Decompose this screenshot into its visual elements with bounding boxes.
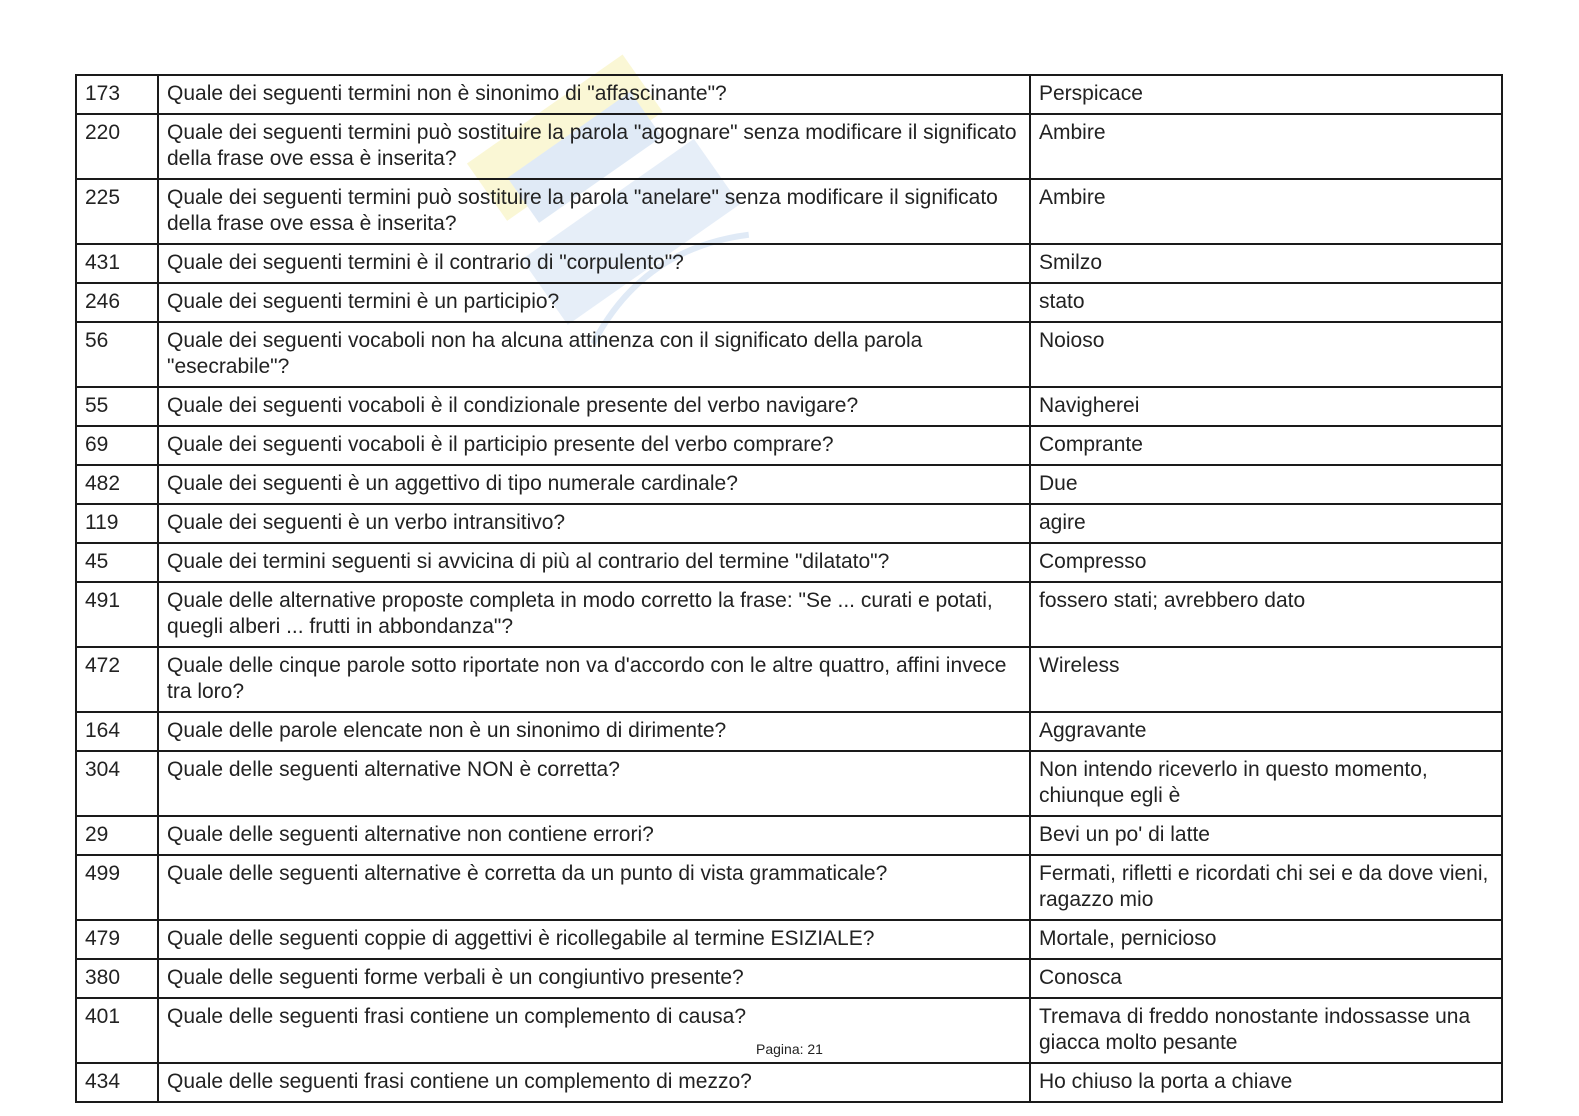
answer-text: Fermati, rifletti e ricordati chi sei e da dove vieni, ragazzo mio xyxy=(1030,855,1502,920)
table-row xyxy=(76,920,1502,959)
table-row xyxy=(76,959,1502,998)
question-text: Quale dei seguenti vocaboli è il participio presente del verbo comprare? xyxy=(158,426,1030,465)
page-number: Pagina: 21 xyxy=(756,1041,823,1057)
question-id: 472 xyxy=(76,647,158,712)
question-text: Quale dei seguenti vocaboli non ha alcuna attinenza con il significato della parola "esecrabile"? xyxy=(158,322,1030,387)
question-text: Quale delle seguenti alternative NON è corretta? xyxy=(158,751,1030,816)
question-text: Quale delle parole elencate non è un sinonimo di dirimente? xyxy=(158,712,1030,751)
question-text: Quale delle seguenti frasi contiene un complemento di mezzo? xyxy=(158,1063,1030,1102)
question-id: 246 xyxy=(76,283,158,322)
question-text: Quale delle seguenti coppie di aggettivi è ricollegabile al termine ESIZIALE? xyxy=(158,920,1030,959)
question-id: 491 xyxy=(76,582,158,647)
answer-text: Noioso xyxy=(1030,322,1502,387)
table-row xyxy=(76,244,1502,283)
question-text: Quale dei termini seguenti si avvicina di più al contrario del termine "dilatato"? xyxy=(158,543,1030,582)
table-row xyxy=(76,179,1502,244)
table-row xyxy=(76,816,1502,855)
table-row xyxy=(76,114,1502,179)
qa-table xyxy=(75,74,1503,1103)
answer-text: Smilzo xyxy=(1030,244,1502,283)
answer-text: Ambire xyxy=(1030,114,1502,179)
question-text: Quale delle alternative proposte completa in modo corretto la frase: "Se ... curati e potati, quegli alberi ... frutti in abbondanza"? xyxy=(158,582,1030,647)
question-id: 173 xyxy=(76,75,158,114)
question-id: 69 xyxy=(76,426,158,465)
table-row xyxy=(76,712,1502,751)
question-id: 304 xyxy=(76,751,158,816)
answer-text: stato xyxy=(1030,283,1502,322)
table-row xyxy=(76,426,1502,465)
table-row xyxy=(76,504,1502,543)
table-row xyxy=(76,322,1502,387)
question-text: Quale delle seguenti frasi contiene un complemento di causa? xyxy=(158,998,1030,1063)
question-text: Quale dei seguenti è un verbo intransitivo? xyxy=(158,504,1030,543)
question-text: Quale delle seguenti forme verbali è un congiuntivo presente? xyxy=(158,959,1030,998)
question-text: Quale delle seguenti alternative non contiene errori? xyxy=(158,816,1030,855)
question-text: Quale dei seguenti termini può sostituire la parola "anelare" senza modificare il significato della frase ove essa è inserita? xyxy=(158,179,1030,244)
question-text: Quale dei seguenti termini è un participio? xyxy=(158,283,1030,322)
question-text: Quale dei seguenti vocaboli è il condizionale presente del verbo navigare? xyxy=(158,387,1030,426)
table-row xyxy=(76,75,1502,114)
table-row xyxy=(76,283,1502,322)
table-row xyxy=(76,582,1502,647)
answer-text: Wireless xyxy=(1030,647,1502,712)
answer-text: Comprante xyxy=(1030,426,1502,465)
question-id: 55 xyxy=(76,387,158,426)
question-text: Quale dei seguenti termini non è sinonimo di "affascinante"? xyxy=(158,75,1030,114)
table-row xyxy=(76,1063,1502,1102)
table-row xyxy=(76,855,1502,920)
question-id: 45 xyxy=(76,543,158,582)
question-text: Quale delle cinque parole sotto riportate non va d'accordo con le altre quattro, affini invece tra loro? xyxy=(158,647,1030,712)
question-id: 434 xyxy=(76,1063,158,1102)
question-id: 29 xyxy=(76,816,158,855)
table-row xyxy=(76,751,1502,816)
question-id: 225 xyxy=(76,179,158,244)
question-id: 220 xyxy=(76,114,158,179)
answer-text: Compresso xyxy=(1030,543,1502,582)
answer-text: Navigherei xyxy=(1030,387,1502,426)
answer-text: agire xyxy=(1030,504,1502,543)
answer-text: Conosca xyxy=(1030,959,1502,998)
answer-text: Aggravante xyxy=(1030,712,1502,751)
table-row xyxy=(76,465,1502,504)
question-text: Quale dei seguenti termini è il contrario di "corpulento"? xyxy=(158,244,1030,283)
question-id: 119 xyxy=(76,504,158,543)
answer-text: Tremava di freddo nonostante indossasse una giacca molto pesante xyxy=(1030,998,1502,1063)
question-text: Quale dei seguenti termini può sostituire la parola "agognare" senza modificare il significato della frase ove essa è inserita? xyxy=(158,114,1030,179)
answer-text: fossero stati; avrebbero dato xyxy=(1030,582,1502,647)
question-text: Quale dei seguenti è un aggettivo di tipo numerale cardinale? xyxy=(158,465,1030,504)
question-text: Quale delle seguenti alternative è corretta da un punto di vista grammaticale? xyxy=(158,855,1030,920)
question-id: 479 xyxy=(76,920,158,959)
answer-text: Non intendo riceverlo in questo momento, chiunque egli è xyxy=(1030,751,1502,816)
table-row xyxy=(76,387,1502,426)
answer-text: Due xyxy=(1030,465,1502,504)
table-row xyxy=(76,647,1502,712)
answer-text: Ho chiuso la porta a chiave xyxy=(1030,1063,1502,1102)
answer-text: Bevi un po' di latte xyxy=(1030,816,1502,855)
question-id: 164 xyxy=(76,712,158,751)
question-id: 380 xyxy=(76,959,158,998)
question-id: 482 xyxy=(76,465,158,504)
question-id: 401 xyxy=(76,998,158,1063)
question-id: 431 xyxy=(76,244,158,283)
answer-text: Mortale, pernicioso xyxy=(1030,920,1502,959)
question-id: 56 xyxy=(76,322,158,387)
answer-text: Ambire xyxy=(1030,179,1502,244)
question-id: 499 xyxy=(76,855,158,920)
answer-text: Perspicace xyxy=(1030,75,1502,114)
table-row xyxy=(76,543,1502,582)
